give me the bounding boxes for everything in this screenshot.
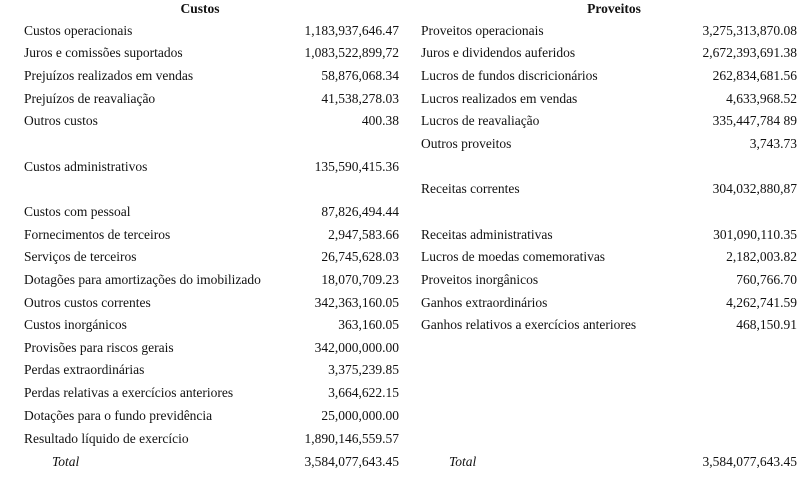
cost-label: Outros custos xyxy=(24,113,98,128)
cost-row xyxy=(24,428,399,450)
cost-row xyxy=(24,201,399,223)
cost-value: 342,363,160.05 xyxy=(314,295,399,310)
cost-row xyxy=(24,269,399,291)
revenue-row xyxy=(421,269,797,291)
revenue-row xyxy=(421,133,797,155)
cost-value: 2,947,583.66 xyxy=(328,227,399,242)
cost-value: 342,000,000.00 xyxy=(314,340,399,355)
revenue-row xyxy=(421,110,797,132)
cost-row xyxy=(24,382,399,404)
revenue-value: 301,090,110.35 xyxy=(713,227,797,242)
revenue-value: 335,447,784 89 xyxy=(712,113,797,128)
cost-row xyxy=(24,337,399,359)
revenue-row xyxy=(421,42,797,64)
cost-row xyxy=(24,292,399,314)
revenue-total-value: 3,584,077,643.45 xyxy=(702,454,797,469)
cost-value: 25,000,000.00 xyxy=(321,408,399,423)
costs-total-value: 3,584,077,643.45 xyxy=(304,454,399,469)
revenue-total-row xyxy=(421,451,797,473)
cost-row xyxy=(24,65,399,87)
cost-label: Custos administrativos xyxy=(24,159,148,174)
cost-value: 18,070,709.23 xyxy=(321,272,399,287)
revenue-row xyxy=(421,178,797,200)
cost-value: 135,590,415.36 xyxy=(314,159,399,174)
cost-row xyxy=(24,405,399,427)
revenue-value: 468,150.91 xyxy=(736,317,797,332)
cost-row xyxy=(24,88,399,110)
cost-label: Outros custos correntes xyxy=(24,295,151,310)
cost-row xyxy=(24,42,399,64)
revenue-label: Lucros de moedas comemorativas xyxy=(421,249,606,264)
cost-row xyxy=(24,224,399,246)
cost-label: Serviços de terceiros xyxy=(24,249,137,264)
cost-label: Custos inorgánicos xyxy=(24,317,127,332)
cost-row xyxy=(24,20,399,42)
revenue-label: Receitas administrativas xyxy=(421,227,553,242)
cost-label: Prejuízos de reavaliação xyxy=(24,91,156,106)
cost-value: 1,890,146,559.57 xyxy=(304,431,399,446)
cost-label: Dotagões para amortizações do imobilizado xyxy=(24,272,261,287)
cost-label: Provisões para riscos gerais xyxy=(24,340,174,355)
cost-value: 3,375,239.85 xyxy=(328,362,399,377)
cost-row xyxy=(24,110,399,132)
revenue-value: 3,743.73 xyxy=(749,136,797,151)
revenue-label: Lucros de reavaliação xyxy=(421,113,540,128)
revenue-label: Ganhos extraordinários xyxy=(421,295,548,310)
cost-row xyxy=(24,314,399,336)
revenue-value: 4,262,741.59 xyxy=(726,295,797,310)
costs-total-label: Total xyxy=(52,454,80,469)
cost-value: 41,538,278.03 xyxy=(321,91,399,106)
revenue-row xyxy=(421,314,797,336)
revenue-value: 760,766.70 xyxy=(736,272,797,287)
cost-value: 26,745,628.03 xyxy=(321,249,399,264)
revenue-value: 4,633,968.52 xyxy=(726,91,797,106)
cost-label: Prejuízos realizados em vendas xyxy=(24,68,194,83)
revenue-total-label: Total xyxy=(449,454,477,469)
cost-row xyxy=(24,359,399,381)
cost-value: 363,160.05 xyxy=(338,317,399,332)
cost-value: 1,183,937,646.47 xyxy=(304,23,399,38)
revenue-row xyxy=(421,20,797,42)
cost-label: Perdas relativas a exercícios anteriores xyxy=(24,385,234,400)
revenue-row xyxy=(421,88,797,110)
revenue-label: Receitas correntes xyxy=(421,181,520,196)
cost-value: 58,876,068.34 xyxy=(321,68,399,83)
revenue-heading: Proveitos xyxy=(587,1,641,16)
cost-label: Resultado líquido de exercício xyxy=(24,431,189,446)
cost-label: Custos operacionais xyxy=(24,23,133,38)
revenue-label: Outros proveitos xyxy=(421,136,512,151)
revenue-label: Lucros de fundos discricionários xyxy=(421,68,598,83)
revenue-label: Lucros realizados em vendas xyxy=(421,91,578,106)
revenue-value: 3,275,313,870.08 xyxy=(702,23,797,38)
cost-label: Fornecimentos de terceiros xyxy=(24,227,171,242)
revenue-row xyxy=(421,224,797,246)
revenue-value: 304,032,880,87 xyxy=(712,181,797,196)
cost-label: Dotações para o fundo previdência xyxy=(24,408,213,423)
cost-value: 1,083,522,899,72 xyxy=(304,45,399,60)
revenue-label: Ganhos relativos a exercícios anteriores xyxy=(421,317,637,332)
revenue-label: Proveitos inorgânicos xyxy=(421,272,539,287)
costs-heading: Custos xyxy=(180,1,220,16)
revenue-value: 2,672,393,691.38 xyxy=(702,45,797,60)
revenue-row xyxy=(421,246,797,268)
costs-total-row xyxy=(24,451,399,473)
revenue-label: Proveitos operacionais xyxy=(421,23,544,38)
cost-value: 400.38 xyxy=(361,113,399,128)
cost-label: Custos com pessoal xyxy=(24,204,131,219)
revenue-row xyxy=(421,65,797,87)
revenue-row xyxy=(421,292,797,314)
cost-row xyxy=(24,246,399,268)
revenue-label: Juros e dividendos auferidos xyxy=(421,45,576,60)
cost-label: Perdas extraordinárias xyxy=(24,362,145,377)
cost-row xyxy=(24,156,399,178)
cost-value: 87,826,494.44 xyxy=(321,204,399,219)
revenue-value: 2,182,003.82 xyxy=(726,249,797,264)
cost-label: Juros e comissões suportados xyxy=(24,45,183,60)
revenue-value: 262,834,681.56 xyxy=(712,68,797,83)
cost-value: 3,664,622.15 xyxy=(328,385,399,400)
